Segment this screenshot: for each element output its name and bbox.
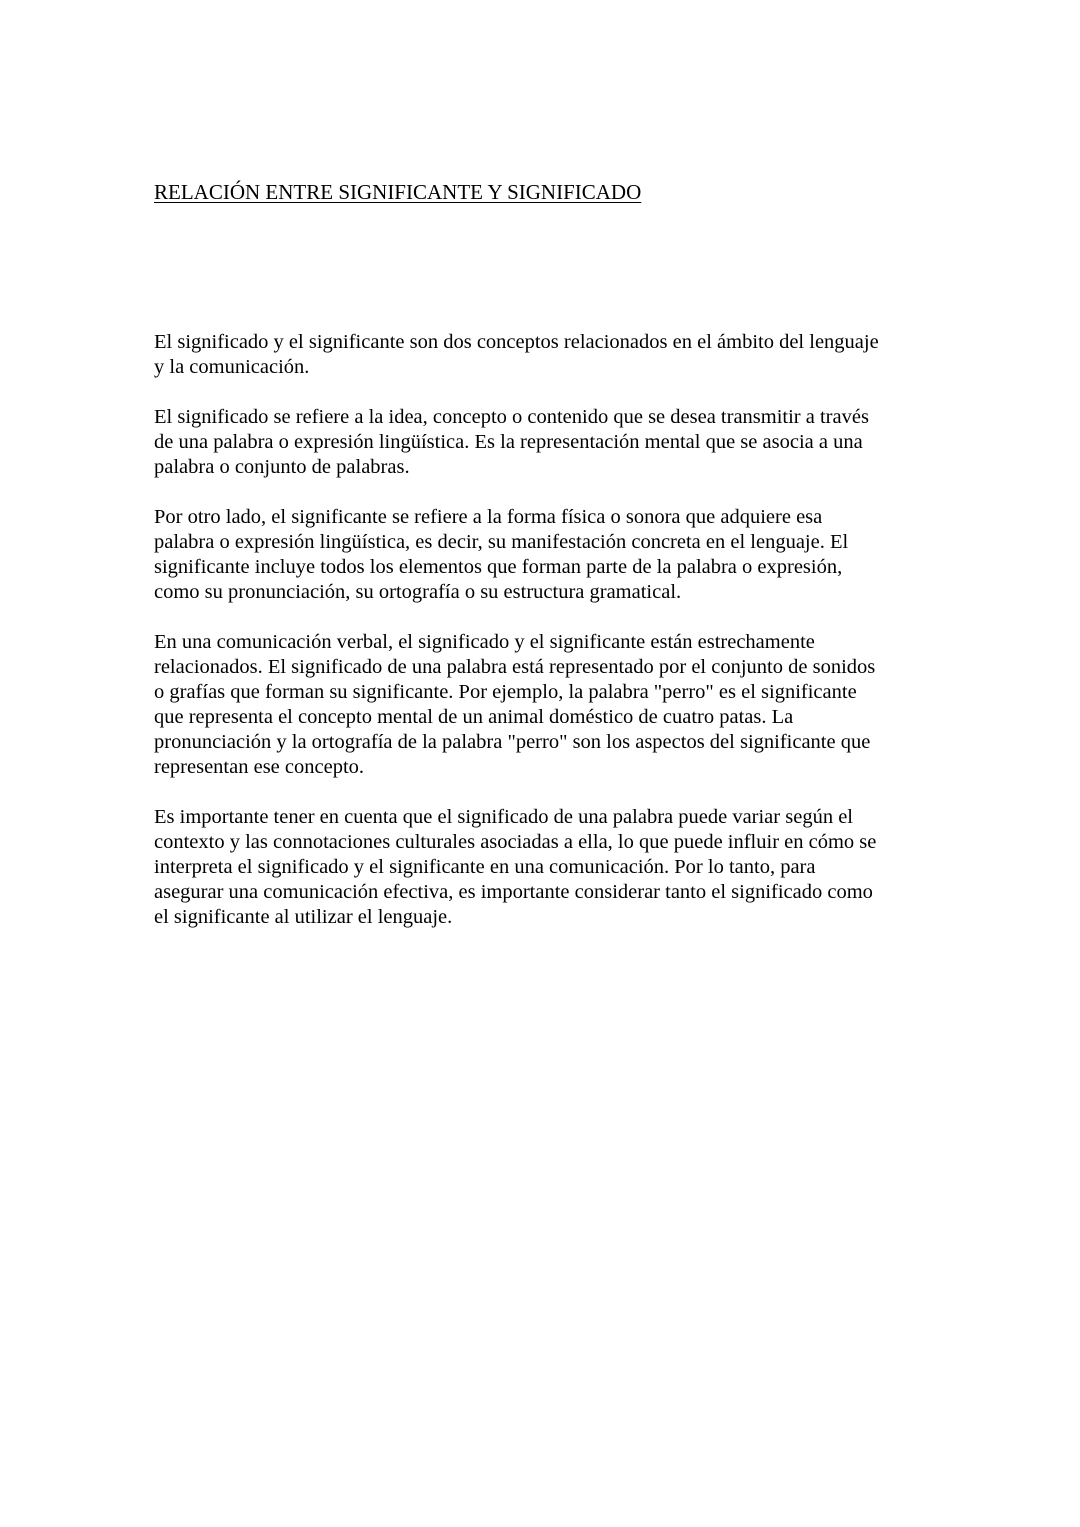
text-line: palabra o conjunto de palabras. [154,456,410,478]
text-line: y la comunicación. [154,356,310,378]
text-line: significante incluye todos los elementos que forman parte de la palabra o expresión, [154,556,843,578]
text-line: palabra o expresión lingüística, es decir, su manifestación concreta en el lenguaje. El [154,531,849,553]
text-line: representan ese concepto. [154,756,365,778]
text-line: el significante al utilizar el lenguaje. [154,906,453,928]
text-line: asegurar una comunicación efectiva, es importante considerar tanto el significado como [154,881,873,903]
paragraph-significante [154,505,934,605]
text-line: Por otro lado, el significante se refiere a la forma física o sonora que adquiere esa [154,506,823,528]
text-line: de una palabra o expresión lingüística. Es la representación mental que se asocia a una [154,431,863,453]
paragraph-comunicacion-verbal [154,630,934,780]
text-line: El significado se refiere a la idea, concepto o contenido que se desea transmitir a través [154,406,869,428]
paragraph-significado [154,405,934,480]
text-line: como su pronunciación, su ortografía o su estructura gramatical. [154,581,682,603]
text-line: Es importante tener en cuenta que el significado de una palabra puede variar según el [154,806,853,828]
text-line: interpreta el significado y el significante en una comunicación. Por lo tanto, para [154,856,816,878]
paragraph-conclusion [154,805,934,930]
text-line: pronunciación y la ortografía de la palabra "perro" son los aspectos del significante que [154,731,871,753]
text-line: contexto y las connotaciones culturales asociadas a ella, lo que puede influir en cómo se [154,831,877,853]
paragraph-intro [154,330,934,380]
document-body [154,330,934,955]
text-line: En una comunicación verbal, el significado y el significante están estrechamente [154,631,815,653]
text-line: o grafías que forman su significante. Por ejemplo, la palabra "perro" es el significante [154,681,857,703]
text-line: relacionados. El significado de una palabra está representado por el conjunto de sonidos [154,656,876,678]
text-line: El significado y el significante son dos conceptos relacionados en el ámbito del lenguaje [154,331,879,353]
text-line: que representa el concepto mental de un animal doméstico de cuatro patas. La [154,706,794,728]
document-title: RELACIÓN ENTRE SIGNIFICANTE Y SIGNIFICADO [154,180,642,204]
